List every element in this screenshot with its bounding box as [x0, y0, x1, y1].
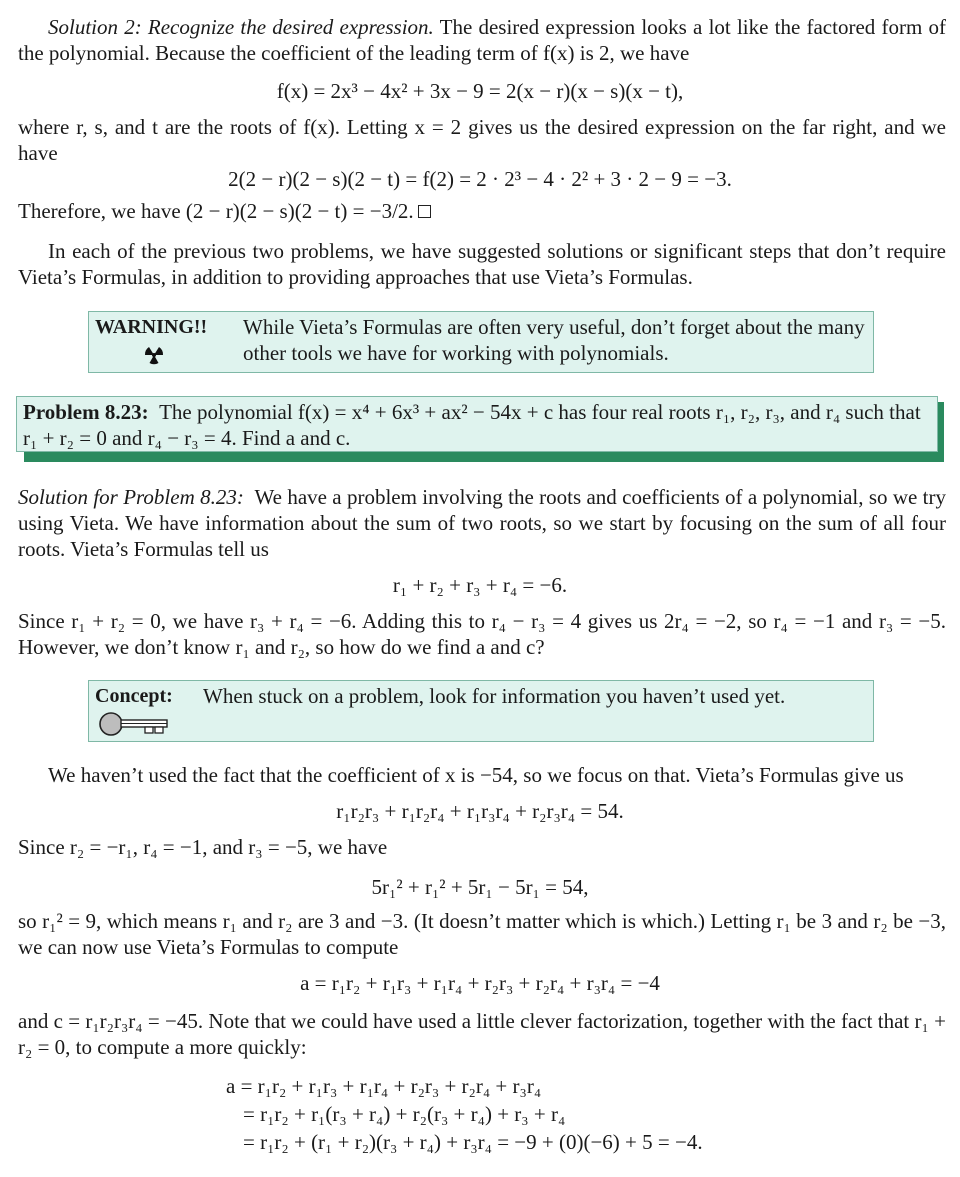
solution-p1-text: We have a problem involving the roots and coefficients of a polynomial, so we try using Vieta. We have information about the sum of two roots, so we start by focusing on the sum of all four roots. Vieta’s Formulas tell us: [18, 485, 946, 561]
equation-sum-of-roots: r₁ + r₂ + r₃ + r₄ = −6.: [392, 573, 568, 597]
solution2-roots-paragraph: where r, s, and t are the roots of f(x). Letting x = 2 gives us the desired expression on the far right, and we have: [18, 115, 946, 165]
solution-heading: Solution for Problem 8.23:: [18, 485, 244, 509]
solution2-conclusion: [18, 198, 946, 224]
solution-paragraph-1: [18, 484, 946, 562]
key-icon: [99, 711, 171, 737]
equation-triple-products: r₁r₂r₃ + r₁r₂r₄ + r₁r₃r₄ + r₂r₃r₄ = 54.: [336, 799, 624, 823]
warning-text: While Vieta’s Formulas are often very useful, don’t forget about the many other tools we have for working with polynomials.: [243, 315, 865, 365]
solution-paragraph-2: Since r₁ + r₂ = 0, we have r₃ + r₄ = −6. Adding this to r₄ − r₃ = 4 gives us 2r₄ = −2, so r₄ = −1 and r₃ = −5. However, we don’t know r₁ and r₂, so how do we find a and c?: [18, 609, 946, 659]
solution-paragraph-4: Since r₂ = −r₁, r₄ = −1, and r₃ = −5, we have: [18, 835, 388, 859]
radiation-icon: [143, 344, 165, 366]
problem-statement: [23, 399, 929, 451]
solution2-heading: Solution 2: Recognize the desired expression.: [48, 15, 434, 39]
warning-label: WARNING!!: [95, 316, 208, 338]
problem-box-shadow-bottom: [24, 452, 944, 462]
solution2-conclusion-text: Therefore, we have (2 − r)(2 − s)(2 − t) = −3/2.: [18, 199, 414, 223]
derivation-line-3: = r₁r₂ + (r₁ + r₂)(r₃ + r₄) + r₃r₄ = −9 + (0)(−6) + 5 = −4.: [243, 1130, 703, 1154]
concept-box: [88, 680, 874, 742]
derivation-line-2: = r₁r₂ + r₁(r₃ + r₄) + r₂(r₃ + r₄) + r₃ + r₄: [243, 1102, 566, 1126]
solution2-intro: The desired expression looks a lot like the factored form of the polynomial. Because the coefficient of the leading term of f(x) is 2, we have: [18, 15, 946, 65]
concept-text: When stuck on a problem, look for information you haven’t used yet.: [203, 684, 786, 708]
concept-label: Concept:: [95, 685, 173, 707]
equation-factored-form: f(x) = 2x³ − 4x² + 3x − 9 = 2(x − r)(x − s)(x − t),: [276, 79, 684, 103]
aligned-derivation: [226, 1072, 703, 1156]
problem-label: Problem 8.23:: [23, 400, 149, 424]
equation-substitution: 5r₁² + r₁² + 5r₁ − 5r₁ = 54,: [371, 875, 589, 899]
equation-evaluate-f2: 2(2 − r)(2 − s)(2 − t) = f(2) = 2 · 2³ − 4 · 2² + 3 · 2 − 9 = −3.: [228, 167, 732, 191]
remark-paragraph: In each of the previous two problems, we have suggested solutions or significant steps that don’t require Vieta’s Formulas, in addition to providing approaches that use Vieta’s Formulas.: [18, 239, 946, 289]
solution-paragraph-3: We haven’t used the fact that the coefficient of x is −54, so we focus on that. Vieta’s Formulas give us: [48, 763, 904, 787]
solution-paragraph-6: and c = r₁r₂r₃r₄ = −45. Note that we could have used a little clever factorization, together with the fact that r₁ + r₂ = 0, to compute a more quickly:: [18, 1009, 946, 1059]
problem-box: [16, 396, 938, 452]
derivation-line-1: a = r₁r₂ + r₁r₃ + r₁r₄ + r₂r₃ + r₂r₄ + r₃r₄: [226, 1074, 542, 1098]
problem-text: The polynomial f(x) = x⁴ + 6x³ + ax² − 54x + c has four real roots r₁, r₂, r₃, and r₄ such that r₁ + r₂ = 0 and r₄ − r₃ = 4. Find a and c.: [23, 400, 921, 450]
warning-box: [88, 311, 874, 373]
solution-paragraph-5: so r₁² = 9, which means r₁ and r₂ are 3 and −3. (It doesn’t matter which is which.) Letting r₁ be 3 and r₂ be −3, we can now use Vieta’s Formulas to compute: [18, 909, 946, 959]
equation-a-value: a = r₁r₂ + r₁r₃ + r₁r₄ + r₂r₃ + r₂r₄ + r₃r₄ = −4: [300, 971, 660, 995]
qed-square-icon: [418, 205, 431, 218]
solution2-paragraph: [18, 14, 946, 66]
